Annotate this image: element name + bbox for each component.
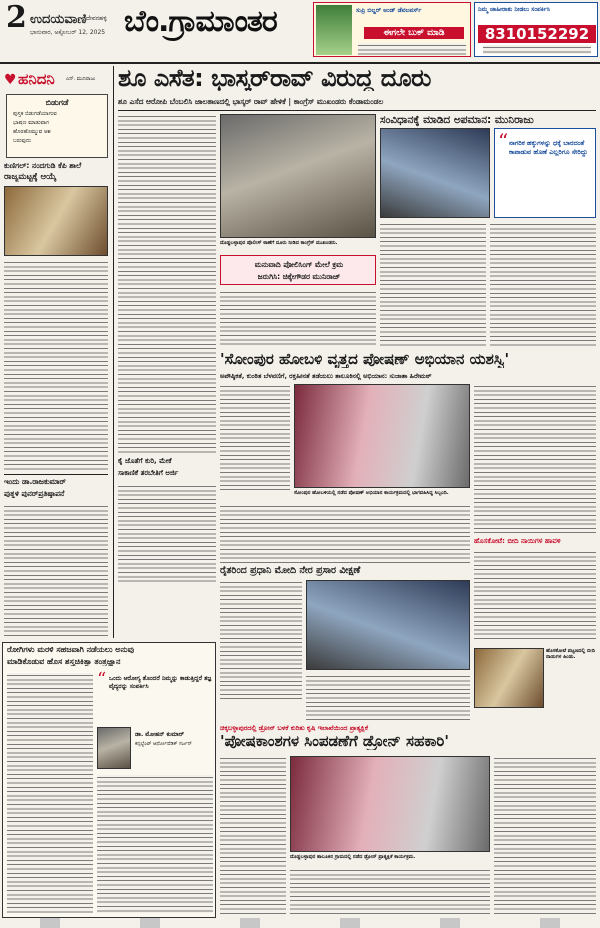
- pull-quote-text: ನಾಗರಿಕ ಹಕ್ಕುಗಳನ್ನು ಧಕ್ಕೆ ಬಾರದಂತೆ ಕಾಪಾಡುವ ಹೊಣೆ ಎಲ್ಲರಿಗೂ ಸೇರಿದ್ದು: [509, 139, 588, 156]
- drone-kicker: ಚಿಕ್ಕಬಳ್ಳಾಪುರದಲ್ಲಿ ಡ್ರೋನ್ ಬಳಕೆ ಕುರಿತು ಕೃಷಿ ಇಲಾಖೆಯಿಂದ ಪ್ರಾತ್ಯಕ್ಷಿಕೆ: [220, 724, 369, 732]
- drone-headline: 'ಪೋಷಕಾಂಶಗಳ ಸಿಂಪಡಣೆಗೆ ಡ್ರೋನ್ ಸಹಕಾರಿ': [220, 734, 449, 750]
- pooshan-body-col3: [220, 504, 470, 564]
- quote-box-line-1: ಮನುವಾದಿ ಪೋಲಿಸಿಂಗ್ ಮೇಲೆ ಕ್ರಮ: [254, 260, 344, 269]
- ad-contact-text: ನಿಮ್ಮ ಜಾಹೀರಾತು ನೀಡಲು ಸಂಪರ್ಕಿಸಿ: [478, 6, 550, 13]
- poem-line-2: ಭಾಷಣ ಮಾಡುವಾಗ: [13, 120, 49, 126]
- quote-box-line-2: ಜರುಗಿಸಿ: ಚಿಕ್ಕೇಗೌಡರ ಮುನಿರಾಜ್: [257, 272, 341, 281]
- pooshan-body-col1: [220, 384, 290, 492]
- quote-mark-icon: “: [498, 129, 509, 153]
- hanidani-logo: [4, 70, 108, 92]
- ad-contact-phone: 8310152292: [478, 25, 596, 43]
- drone-body-col2: [290, 868, 490, 914]
- health-body-col1: [7, 673, 93, 913]
- print-registration-marks: [0, 918, 600, 928]
- ad-highlight: ಈಗಲೇ ಬುಕ್ ಮಾಡಿ: [364, 27, 464, 39]
- lead-subhead-rule: [118, 110, 596, 111]
- ad-contact-fineprint: [483, 45, 591, 54]
- logo-text: ಹನಿದನಿ: [18, 70, 55, 88]
- poem-line-1: ಪುಸ್ತಕ ಬಿಡುಗಡೆಯಾಗುವ: [13, 111, 57, 117]
- poem-line-4: ಬರುವುದು: [13, 138, 32, 144]
- side-photo: [380, 128, 490, 218]
- lead-photo: [220, 114, 376, 238]
- health-headline-1: ರೋಗಿಗಳು ಮರಳಿ ಸಹಜವಾಗಿ ನಡೆಯಲು ಅನುವು: [7, 646, 135, 654]
- story1-headline-1: ಕುಣಿಗಲ್: ನಂದಗುಡಿ ಕೆಪಿ ಶಾಲೆ: [4, 162, 82, 170]
- health-body-col2: [97, 775, 213, 913]
- left-column-rule: [113, 66, 114, 638]
- health-quote-icon: “: [97, 669, 107, 690]
- farmers-headline: ರೈತರಿಂದ ಪ್ರಧಾನಿ ಮೋದಿ ನೇರ ಪ್ರಸಾರ ವೀಕ್ಷಣೆ: [220, 566, 361, 576]
- stray-dogs-headline: ಹೊಸಕೋಟೆ: ಬೀದಿ ನಾಯಿಗಳ ಹಾವಳಿ: [474, 538, 561, 545]
- doctor-photo: [97, 727, 131, 769]
- story2-body: [4, 504, 108, 636]
- poem-title: ಬಿಡುಗಡೆ: [45, 98, 69, 107]
- drone-photo-caption: ದೊಡ್ಡಬಳ್ಳಾಪುರ ತಾಲೂಕಿನ ಗ್ರಾಮದಲ್ಲಿ ನಡೆದ ಡ್ರೋನ್ ಪ್ರಾತ್ಯಕ್ಷಿಕೆ ಕಾರ್ಯಕ್ರಮ.: [290, 854, 416, 860]
- poem-box: [6, 94, 108, 158]
- lead-headline: ಶೂ ಎಸೆತ: ಭಾಸ್ಕರ್‌ರಾವ್ ವಿರುದ್ಧ ದೂರು: [118, 66, 431, 92]
- lead-subhead: ಶೂ ಎಸೆದ ಆರೋಪಿ ಬೆಂಬಲಿಸಿ ಜಾಲತಾಣದಲ್ಲಿ ಭಾಸ್ಕರ್ ರಾವ್ ಹೇಳಿಕೆ | ಕಾಂಗ್ರೆಸ್ ಮುಖಂಡರು ಕೆಂಡಾಮಂಡಲ: [118, 97, 384, 106]
- health-quote-text: ಒಂದು ಆರೋಗ್ಯ ತೊಂದರೆ ನಿಮ್ಮನ್ನು ಕಾಡುತ್ತಿದ್ದರೆ ತಜ್ಞ ವೈದ್ಯರನ್ನು ಸಂಪರ್ಕಿಸಿ: [109, 675, 212, 690]
- pooshan-headline: 'ಸೋಂಪುರ ಹೋಬಳಿ ವೃತ್ತದ ಪೋಷಣ್ ಅಭಿಯಾನ ಯಶಸ್ವಿ': [220, 352, 510, 368]
- heart-icon: ♥: [4, 72, 17, 88]
- lead-body-col2: [220, 290, 376, 348]
- pooshan-subhead: ಅಪೌಷ್ಠಿಕತೆ, ಕುಂಠಿತ ಬೆಳವಣಿಗೆ, ರಕ್ತಹೀನತೆ ತಡೆಯಲು ತಾಲೂಕಿನಲ್ಲಿ ಅಭಿಯಾನ: ಸುಜಾತಾ ಹಿರೇಮಠ್: [220, 372, 432, 380]
- farmers-body-2: [306, 674, 470, 720]
- health-quote: [97, 669, 213, 723]
- stray-dogs-photo: [474, 648, 544, 708]
- left-divider: [4, 474, 108, 475]
- pooshan-photo: [294, 384, 470, 488]
- health-headline-2: ಮಾಡಿಕೊಡುವ ಹೊಸ ಶಸ್ತ್ರಚಿಕಿತ್ಸಾ ತಂತ್ರಜ್ಞಾನ: [7, 658, 121, 666]
- mid-small-body: [118, 484, 216, 584]
- logo-author: ಎನ್. ಮುನಿರಾಜು: [66, 76, 96, 82]
- quote-box: [220, 255, 376, 285]
- stray-dogs-body: [474, 550, 596, 642]
- story2-headline-2: ಪುತ್ಥಳಿ ಪುನರ್‌ಪ್ರತಿಷ್ಠಾಪನೆ: [4, 490, 65, 498]
- ad-line-1: ಸುಪ್ರಿ ಬಿಲ್ಡರ್ ಅಂಡ್ ಡೆವಲಪರ್ಸ್: [356, 7, 422, 14]
- edition: ದೇವನಹಳ್ಳಿ: [86, 15, 107, 22]
- pooshan-photo-caption: ಸೋಂಪುರ ಹೋಬಳಿಯಲ್ಲಿ ನಡೆದ ಪೋಷಣ್ ಅಭಿಯಾನ ಕಾರ್ಯಕ್ರಮದಲ್ಲಿ ಭಾಗವಹಿಸಿದ್ದ ಸಿಬ್ಬಂದಿ.: [294, 490, 449, 496]
- poem-line-3: ಹೊರಹೊಮ್ಮುವ ಆಶ: [13, 129, 51, 135]
- ad-fineprint: [358, 43, 466, 55]
- mid-small-headline-1: ಕೈ ಜೊತೆಗೆ ಕುರಿ, ಮೇಕೆ: [118, 458, 172, 465]
- section-title: ಬೆಂ.ಗ್ರಾಮಾಂತರ: [124, 4, 277, 39]
- date-line: ಭಾನುವಾರ, ಅಕ್ಟೋಬರ್ 12, 2025: [30, 29, 106, 36]
- drone-body-col3: [494, 756, 596, 914]
- masthead-rule: [0, 62, 600, 64]
- students-photo: [4, 186, 108, 256]
- doctor-name: ಡಾ. ಮೋಹನ್ ಕುಮಾರ್: [135, 731, 185, 738]
- side-body-col2: [490, 222, 596, 348]
- left-column: [0, 66, 112, 638]
- side-body-col1: [380, 222, 486, 348]
- farmers-photo: [306, 580, 470, 670]
- drone-body-col1: [220, 756, 286, 914]
- pull-quote-box: [494, 128, 596, 218]
- story2-headline-1: ಇಂದು ಡಾ.ರಾಜಕುಮಾರ್: [4, 478, 66, 486]
- paper-name: ಉದಯವಾಣಿ: [30, 12, 87, 27]
- masthead: [0, 0, 600, 62]
- ad-contact: [474, 2, 598, 57]
- mid-small-headline-2: ಸಾಕಾಣಿಕೆ ತರಬೇತಿಗೆ ಅರ್ಜಿ: [118, 470, 179, 477]
- doctor-title: ಕನ್ಸಲ್ಟೆಂಟ್ ಆರ್ಥೋಪೆಡಿಕ್ ಸರ್ಜನ್: [135, 741, 192, 747]
- ad-image: [316, 5, 352, 55]
- page-number: 2: [6, 0, 27, 35]
- side-headline: ಸಂವಿಧಾನಕ್ಕೆ ಮಾಡಿದ ಅಪಮಾನ: ಮುನಿರಾಜು: [380, 114, 534, 126]
- lead-body-col1: [118, 114, 216, 454]
- story1-body: [4, 260, 108, 470]
- lead-photo-caption: ದೊಡ್ಡಬಳ್ಳಾಪುರ ಪೊಲೀಸ್ ಠಾಣೆಗೆ ದೂರು ನೀಡಿದ ಕಾಂಗ್ರೆಸ್ ಮುಖಂಡರು.: [220, 240, 338, 246]
- pooshan-body-col2: [474, 384, 596, 534]
- story1-headline-2: ರಾಜ್ಯಮಟ್ಟಕ್ಕೆ ಆಯ್ಕೆ: [4, 173, 57, 182]
- farmers-body: [220, 580, 302, 700]
- drone-photo: [290, 756, 490, 852]
- health-box: [2, 642, 216, 918]
- stray-dogs-caption: ಹೊಸಕೋಟೆ ಪಟ್ಟಣದಲ್ಲಿ ಬೀದಿ ನಾಯಿಗಳ ಹಿಂಡು.: [546, 648, 595, 660]
- ad-builder: [313, 2, 471, 57]
